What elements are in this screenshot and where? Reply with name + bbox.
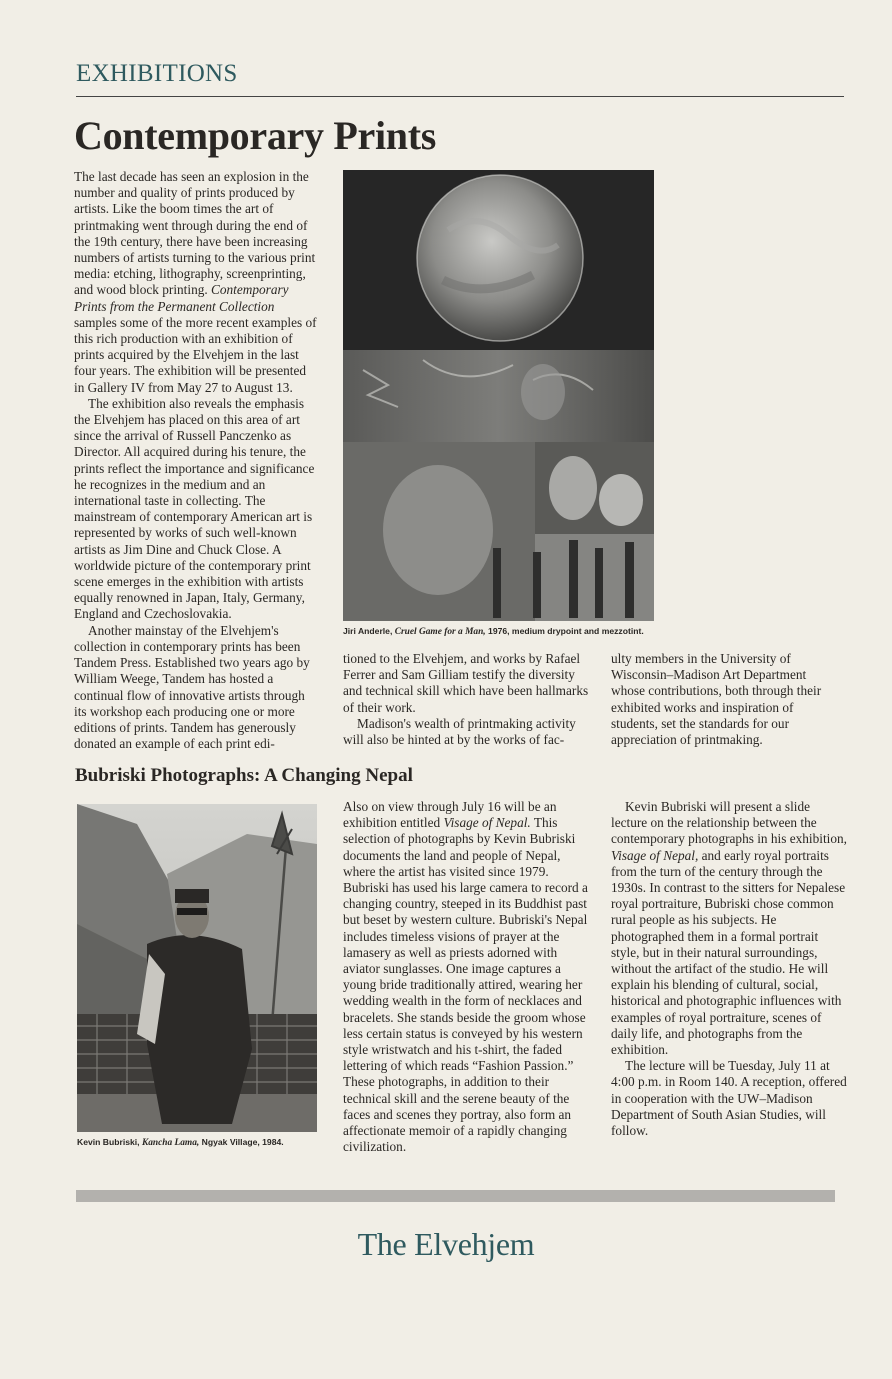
photos-column-2 bbox=[343, 799, 590, 1155]
paragraph: The lecture will be Tuesday, July 11 at 4:00 p.m. in Room 140. A reception, offered in cooperation with the UW–Madison Department of South Asian Studies, will follow. bbox=[611, 1058, 847, 1139]
header-rule bbox=[76, 96, 844, 97]
paragraph: Madison's wealth of printmaking activity will also be hinted at by the works of fac- bbox=[343, 715, 576, 748]
paragraph: Another mainstay of the Elvehjem's collection in contemporary prints has been Tandem Press. Established two years ago by William Weege, Tandem has hosted a continual flow of innovative artists through its workshop each producing one or more editions of prints. Tandem has generously donated an example of each print edi- bbox=[74, 622, 310, 752]
section-label: EXHIBITIONS bbox=[76, 60, 238, 87]
page-title: Contemporary Prints bbox=[74, 113, 437, 158]
article-subtitle: Bubriski Photographs: A Changing Nepal bbox=[75, 765, 413, 786]
elvehjem-logo: The Elvehjem bbox=[357, 1226, 535, 1262]
paragraph: Also on view through July 16 will be an exhibition entitled Visage of Nepal. This selection of photographs by Kevin Bubriski documents the land and people of Nepal, where the artist has visited since 1979. Bubriski has used his large camera to record a changing country, steeped in its Buddhist past but beset by western culture. Bubriski's Nepal includes timeless visions of prayer at the lamasery as well as priests adorned with aviator sunglasses. One image captures a young bride traditionally attired, wearing her wedding wealth in the form of necklaces and bracelets. She stands beside the groom whose less certain status is conveyed by his western style wristwatch and his t-shirt, the faded lettering of which reads “Fashion Passion.” These photographs, in addition to their technical skill and the serene beauty of the faces and scenes they portray, also form an affectionate memoir of a rapidly changing civilization. bbox=[343, 799, 588, 1155]
paragraph: The exhibition also reveals the emphasis the Elvehjem has placed on this area of art since the arrival of Russell Panczenko as Director. All acquired during his tenure, the prints reflect the importance and significance he recognizes in the medium and an international taste in collecting. The mainstream of contemporary American art is represented by works of such well-known artists as Jim Dine and Chuck Close. A worldwide picture of the contemporary print scene emerges in the exhibition with artists equally renowned in Japan, Italy, Germany, England and Czechoslovakia. bbox=[74, 395, 315, 622]
paragraph: Kevin Bubriski will present a slide lecture on the relationship between the contemporary photographs in his exhibition, Visage of Nepal, and early royal portraits from the turn of the century through the 1930s. In contrast to the sitters for Nepalese royal portraiture, Bubriski chose common rural people as his subjects. He photographed them in a formal portrait style, but in their natural surroundings, without the artifact of the studio. He will explain his blending of cultural, social, historical and photographic influences with examples of royal portraiture, scenes of daily life, and photographs from the exhibition. bbox=[611, 799, 847, 1058]
cruel-game-print-image bbox=[343, 170, 654, 621]
prints-column-2 bbox=[343, 651, 589, 748]
paragraph: tioned to the Elvehjem, and works by Rafael Ferrer and Sam Gilliam testify the diversity and technical skill which have been hallmarks of their work. bbox=[343, 651, 589, 715]
print-caption: Jiri Anderle, Cruel Game for a Man, 1976, medium drypoint and mezzotint. bbox=[343, 626, 644, 637]
paragraph: The last decade has seen an explosion in the number and quality of prints produced by artists. Like the boom times the art of printmaking went through during the end of the 19th century, there have been increasing numbers of artists turning to the various print media: etching, lithography, screenprinting, and wood block printing. Contemporary Prints from the Permanent Collection samples some of the more recent examples of this rich production with an exhibition of prints acquired by the Elvehjem in the last four years. The exhibition will be presented in Gallery IV from May 27 to August 13. bbox=[74, 169, 317, 395]
footer-divider-bar bbox=[76, 1190, 835, 1202]
kancha-lama-photo bbox=[77, 804, 317, 1132]
prints-column-3 bbox=[611, 651, 843, 748]
prints-column-1 bbox=[74, 169, 318, 752]
paragraph: ulty members in the University of Wisconsin–Madison Art Department whose contributions, both through their exhibited works and inspiration of students, set the standards for our appreciation of printmaking. bbox=[611, 651, 822, 748]
photos-column-3 bbox=[611, 799, 847, 1139]
photo-caption: Kevin Bubriski, Kancha Lama, Ngyak Village, 1984. bbox=[77, 1137, 284, 1148]
